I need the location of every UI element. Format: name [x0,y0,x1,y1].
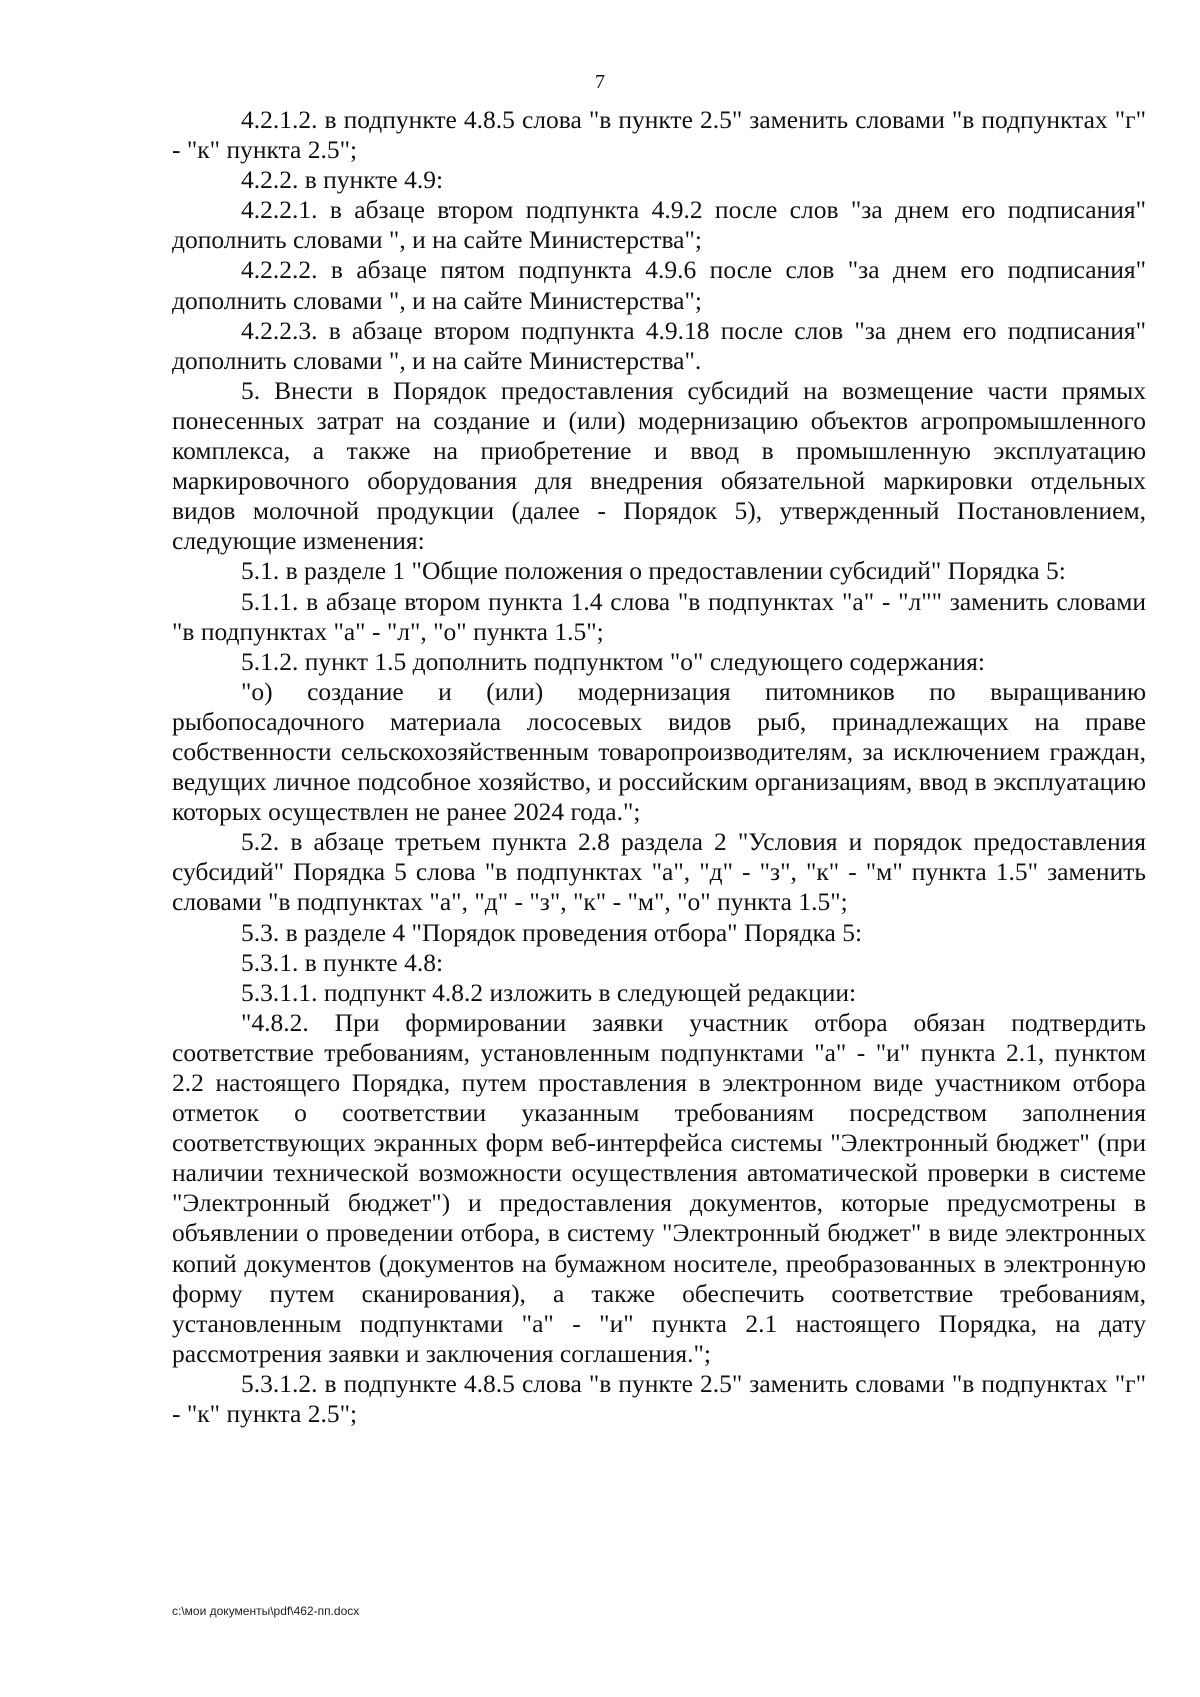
paragraph-5-3-1-2: 5.3.1.2. в подпункте 4.8.5 слова "в пункте 2.5" заменить словами "в подпунктах "г" - "к" пункта 2.5"; [172,1368,1146,1429]
paragraph-4-2-2-1: 4.2.2.1. в абзаце втором подпункта 4.9.2 после слов "за днем его подписания" дополнить словами ", и на сайте Министерства"; [172,195,1146,255]
paragraph-quote-o: "о) создание и (или) модернизация питомников по выращиванию рыбопосадочного материала лососевых видов рыб, принадлежащих на праве собственности сельскохозяйственным товаропроизводителям, за исключением граждан, ведущих личное подсобное хозяйство, и российским организациям, ввод в эксплуатацию которых осуществлен не ранее 2024 года."; [172,676,1146,827]
paragraph-4-2-2-3: 4.2.2.3. в абзаце втором подпункта 4.9.18 после слов "за днем его подписания" дополнить словами ", и на сайте Министерства". [172,315,1146,375]
paragraph-5-2: 5.2. в абзаце третьем пункта 2.8 раздела 2 "Условия и порядок предоставления субсидий" Порядка 5 слова "в подпунктах "а", "д" - "з", "к" - "м" пункта 1.5" заменить словами "в подпунктах "а", "д" - "з", "к" - "м", "о" пункта 1.5"; [172,827,1146,917]
footer-file-path: c:\мои документы\pdf\462-пп.docx [172,1604,360,1618]
paragraph-4-2-2-2: 4.2.2.2. в абзаце пятом подпункта 4.9.6 после слов "за днем его подписания" дополнить словами ", и на сайте Министерства"; [172,255,1146,315]
paragraph-5-1: 5.1. в разделе 1 "Общие положения о предоставлении субсидий" Порядка 5: [241,556,1066,586]
paragraph-4-2-1-2: 4.2.1.2. в подпункте 4.8.5 слова "в пункте 2.5" заменить словами "в подпунктах "г" - "к" пункта 2.5"; [172,105,1146,165]
paragraph-5-3: 5.3. в разделе 4 "Порядок проведения отбора" Порядка 5: [241,917,863,947]
page-number: 7 [595,71,605,93]
paragraph-5-3-1-1: 5.3.1.1. подпункт 4.8.2 изложить в следующей редакции: [241,977,857,1007]
paragraph-4-2-2: 4.2.2. в пункте 4.9: [241,165,444,195]
paragraph-quote-4-8-2: "4.8.2. При формировании заявки участник отбора обязан подтвердить соответствие требованиям, установленным подпунктами "а" - "и" пункта 2.1, пунктом 2.2 настоящего Порядка, путем проставления в электронном виде участником отбора отметок о соответствии указанным требованиям посредством заполнения соответствующих экранных форм веб-интерфейса системы "Электронный бюджет" (при наличии технической возможности осуществления автоматической проверки в системе "Электронный бюджет") и предоставления документов, которые предусмотрены в объявлении о проведении отбора, в систему "Электронный бюджет" в виде электронных копий документов (документов на бумажном носителе, преобразованных в электронную форму путем сканирования), а также обеспечить соответствие требованиям, установленным подпунктами "а" - "и" пункта 2.1 настоящего Порядка, на дату рассмотрения заявки и заключения соглашения."; [172,1007,1146,1368]
paragraph-5-3-1: 5.3.1. в пункте 4.8: [241,947,444,977]
paragraph-5: 5. Внести в Порядок предоставления субсидий на возмещение части прямых понесенных затрат на создание и (или) модернизацию объектов агропромышленного комплекса, а также на приобретение и ввод в промышленную эксплуатацию маркировочного оборудования для внедрения обязательной маркировки отдельных видов молочной продукции (далее - Порядок 5), утвержденный Постановлением, следующие изменения: [172,375,1146,556]
paragraph-5-1-2: 5.1.2. пункт 1.5 дополнить подпунктом "о" следующего содержания: [241,646,985,676]
paragraph-5-1-1: 5.1.1. в абзаце втором пункта 1.4 слова "в подпунктах "а" - "л"" заменить словами "в подпунктах "а" - "л", "о" пункта 1.5"; [172,586,1146,646]
document-body [172,105,1146,1429]
